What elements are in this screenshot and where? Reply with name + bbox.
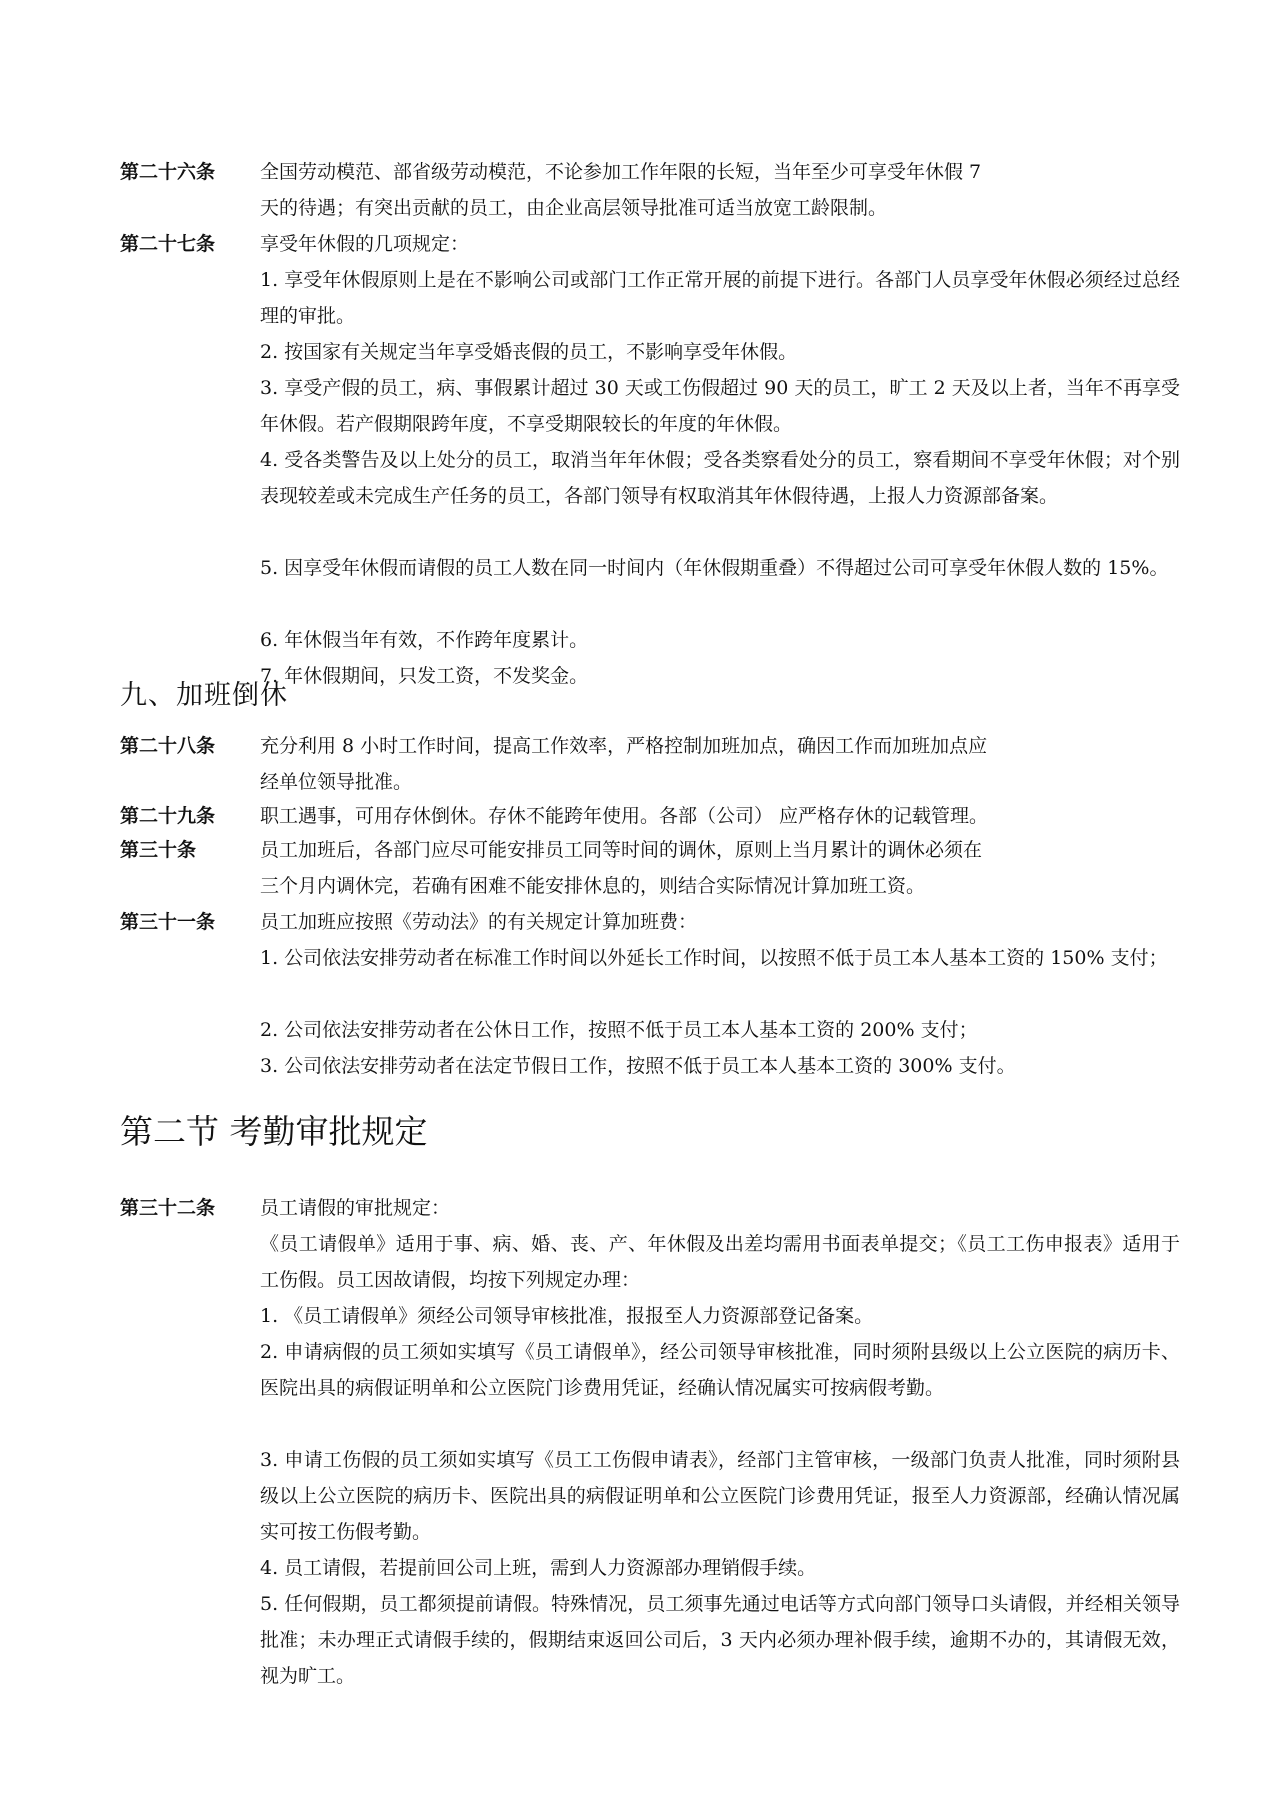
article-text-line: 员工请假的审批规定： [260,1197,451,1219]
section-heading: 九、加班倒休 [120,680,288,711]
article-text-line: 员工加班后，各部门应尽可能安排员工同等时间的调休，原则上当月累计的调休必须在 [260,839,983,861]
article-title: 第二十九条 [120,805,216,827]
article-text-line: 经单位领导批准。 [260,771,413,793]
list-item: 6. 年休假当年有效，不作跨年度累计。 [260,629,589,651]
article-title: 第二十六条 [120,161,216,183]
article-text-line: 三个月内调休完，若确有困难不能安排休息的，则结合实际情况计算加班工资。 [260,875,926,897]
article-title: 第三十条 [120,839,197,861]
list-item: 1. 公司依法安排劳动者在标准工作时间以外延长工作时间，以按照不低于员工本人基本工资的 150% 支付； [260,947,1168,969]
list-item: 4. 受各类警告及以上处分的员工，取消当年年休假；受各类察看处分的员工，察看期间不享受年休假；对个别表现较差或未完成生产任务的员工，各部门领导有权取消其年休假待遇，上报人力资源部备案。 [260,449,1180,507]
article-text-line: 天的待遇；有突出贡献的员工，由企业高层领导批准可适当放宽工龄限制。 [260,197,888,219]
article-title: 第二十七条 [120,233,216,255]
article-title: 第二十八条 [120,735,216,757]
article-title: 第三十二条 [120,1197,216,1219]
list-item: 7. 年休假期间，只发工资，不发奖金。 [260,665,589,687]
article-text-line: 全国劳动模范、部省级劳动模范，不论参加工作年限的长短，当年至少可享受年休假 7 [260,161,982,183]
list-item: 《员工请假单》适用于事、病、婚、丧、产、年休假及出差均需用书面表单提交；《员工工伤申报表》适用于工伤假。员工因故请假，均按下列规定办理： [260,1233,1180,1291]
article-text-line: 员工加班应按照《劳动法》的有关规定计算加班费： [260,911,698,933]
list-item: 5. 因享受年休假而请假的员工人数在同一时间内（年休假期重叠）不得超过公司可享受年休假人数的 15%。 [260,557,1169,579]
list-item: 2. 公司依法安排劳动者在公休日工作，按照不低于员工本人基本工资的 200% 支付； [260,1019,978,1041]
list-item: 3. 公司依法安排劳动者在法定节假日工作，按照不低于员工本人基本工资的 300% 支付。 [260,1055,1016,1077]
article-text-line: 享受年休假的几项规定： [260,233,470,255]
article-text-line: 充分利用 8 小时工作时间，提高工作效率，严格控制加班加点，确因工作而加班加点应 [260,735,988,757]
list-item: 2. 申请病假的员工须如实填写《员工请假单》，经公司领导审核批准，同时须附县级以上公立医院的病历卡、医院出具的病假证明单和公立医院门诊费用凭证，经确认情况属实可按病假考勤。 [260,1341,1180,1399]
list-item: 3. 申请工伤假的员工须如实填写《员工工伤假申请表》，经部门主管审核，一级部门负责人批准，同时须附县级以上公立医院的病历卡、医院出具的病假证明单和公立医院门诊费用凭证，报至人力资源部，经确认情况属实可按工伤假考勤。 [260,1449,1180,1543]
chapter-heading: 第二节 考勤审批规定 [120,1112,428,1151]
article-text-line: 职工遇事，可用存休倒休。存休不能跨年使用。各部（公司） 应严格存休的记载管理。 [260,805,989,827]
list-item: 2. 按国家有关规定当年享受婚丧假的员工，不影响享受年休假。 [260,341,798,363]
list-item: 4. 员工请假，若提前回公司上班，需到人力资源部办理销假手续。 [260,1557,817,1579]
list-item: 5. 任何假期，员工都须提前请假。特殊情况，员工须事先通过电话等方式向部门领导口头请假，并经相关领导批准；未办理正式请假手续的，假期结束返回公司后，3 天内必须办理补假手续，逾期不办的，其请假无效，视为旷工。 [260,1593,1180,1687]
article-title: 第三十一条 [120,911,216,933]
list-item: 1. 《员工请假单》须经公司领导审核批准，报报至人力资源部登记备案。 [260,1305,874,1327]
list-item: 3. 享受产假的员工，病、事假累计超过 30 天或工伤假超过 90 天的员工，旷工 2 天及以上者，当年不再享受年休假。若产假期限跨年度，不享受期限较长的年度的年休假。 [260,377,1180,435]
list-item: 1. 享受年休假原则上是在不影响公司或部门工作正常开展的前提下进行。各部门人员享受年休假必须经过总经理的审批。 [260,269,1180,327]
